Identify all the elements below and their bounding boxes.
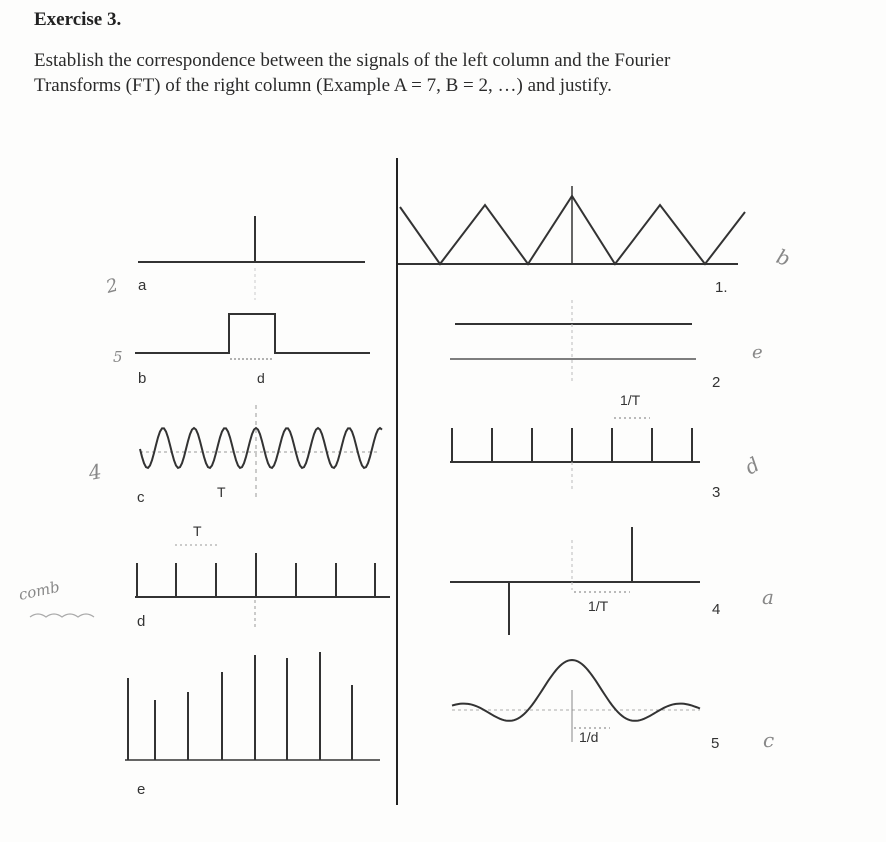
- signal-e-lines: [125, 652, 380, 760]
- label-c-period: T: [217, 484, 226, 500]
- instructions-line-1: Establish the correspondence between the signals of the left column and the Fourier: [34, 50, 671, 71]
- handwritten-right-3: d: [740, 452, 764, 480]
- label-e: e: [137, 781, 146, 798]
- number-4: 4: [712, 601, 721, 618]
- transform-1-triangle-wave: [398, 186, 745, 264]
- label-3-spacing: 1/T: [620, 392, 641, 408]
- handwritten-right-5: c: [763, 728, 775, 752]
- handwritten-left-d: comb: [17, 577, 62, 604]
- signal-c-cosine: [140, 405, 382, 500]
- signal-b-rect-pulse: [135, 314, 370, 359]
- handwritten-right-2: e: [752, 342, 763, 363]
- number-2: 2: [712, 374, 721, 391]
- label-4-spacing: 1/T: [588, 598, 609, 614]
- number-1: 1.: [715, 279, 728, 296]
- transform-2-constant: [450, 300, 696, 382]
- transform-3-dirac-comb: [450, 418, 700, 490]
- label-d: d: [137, 613, 146, 630]
- handwritten-scribble: [30, 614, 94, 617]
- handwritten-right-1: b: [773, 244, 794, 272]
- handwritten-left-c: 4: [86, 459, 104, 485]
- label-d-period: T: [193, 523, 202, 539]
- transform-4-odd-impulses: [450, 527, 700, 635]
- label-c: c: [137, 489, 145, 506]
- signal-a-impulse: [138, 216, 365, 300]
- number-5: 5: [711, 735, 720, 752]
- handwritten-right-4: a: [762, 585, 774, 609]
- instructions-line-2: Transforms (FT) of the right column (Example A = 7, B = 2, …) and justify.: [34, 75, 612, 96]
- label-b: b: [138, 370, 147, 387]
- label-a: a: [138, 277, 147, 294]
- handwritten-left-b: 5: [113, 348, 123, 366]
- transform-5-sinc: [452, 660, 700, 742]
- label-5-width: 1/d: [579, 729, 599, 745]
- handwritten-left-a: 2: [103, 274, 121, 298]
- signal-d-dirac-comb: [135, 545, 390, 630]
- exercise-title: Exercise 3.: [34, 9, 122, 30]
- number-3: 3: [712, 484, 721, 501]
- label-b-width: d: [257, 370, 265, 386]
